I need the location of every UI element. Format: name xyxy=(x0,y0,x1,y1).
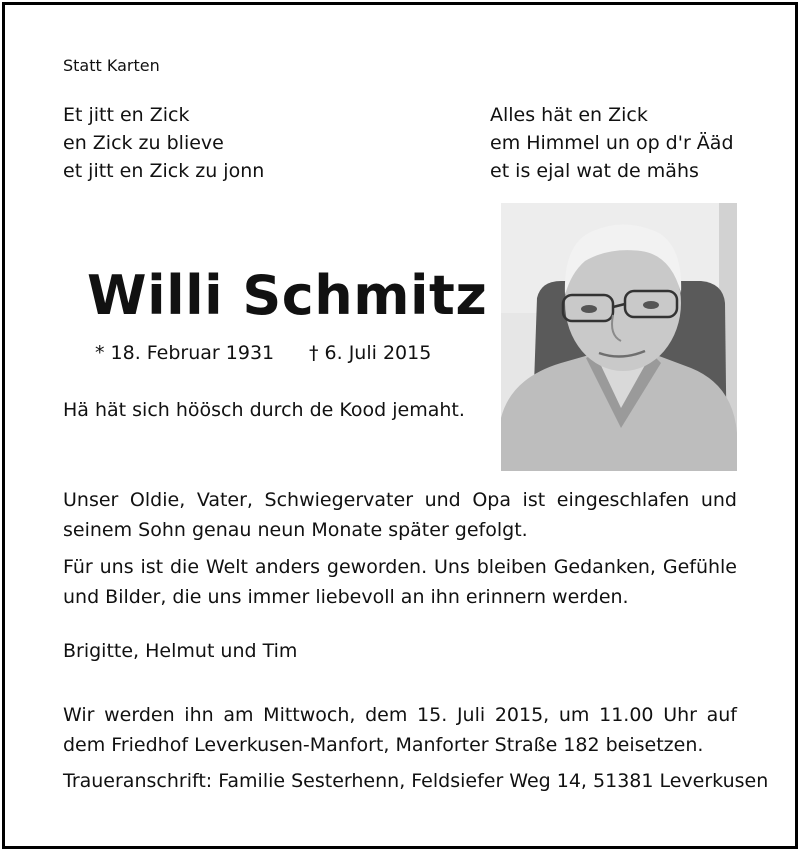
motto: Hä hät sich höösch durch de Kood jemaht. xyxy=(63,399,465,421)
portrait-illustration xyxy=(501,203,737,471)
paragraph-2: Für uns ist die Welt anders geworden. Uns bleiben Gedanken, Gefühle und Bilder, die uns immer liebevoll an ihn erinnern werden. xyxy=(63,556,737,608)
mourning-address: Traueranschrift: Familie Sesterhenn, Feldsiefer Weg 14, 51381 Leverkusen xyxy=(63,770,769,792)
funeral-notice: Wir werden ihn am Mittwoch, dem 15. Juli 2015, um 11.00 Uhr auf dem Friedhof Leverkusen-Manfort, Manforter Straße 182 beisetzen. xyxy=(63,704,737,756)
header-note: Statt Karten xyxy=(63,56,160,75)
birth-date: * 18. Februar 1931 xyxy=(95,342,275,364)
verse-right-line-1: Alles hät en Zick xyxy=(490,104,648,126)
verse-left-line-2: en Zick zu blieve xyxy=(63,132,224,154)
verse-right-line-3: et is ejal wat de mähs xyxy=(490,160,699,182)
death-date: † 6. Juli 2015 xyxy=(309,342,432,364)
paragraph-1: Unser Oldie, Vater, Schwiegervater und Opa ist eingeschlafen und seinem Sohn genau neun Monate später gefolgt. xyxy=(63,489,737,541)
verse-left-line-3: et jitt en Zick zu jonn xyxy=(63,160,265,182)
portrait-photo xyxy=(501,203,737,471)
deceased-name: Willi Schmitz xyxy=(87,264,488,327)
verse-right-line-2: em Himmel un op d'r Ääd xyxy=(490,132,734,154)
signed-by: Brigitte, Helmut und Tim xyxy=(63,640,298,662)
verse-left-line-1: Et jitt en Zick xyxy=(63,104,190,126)
